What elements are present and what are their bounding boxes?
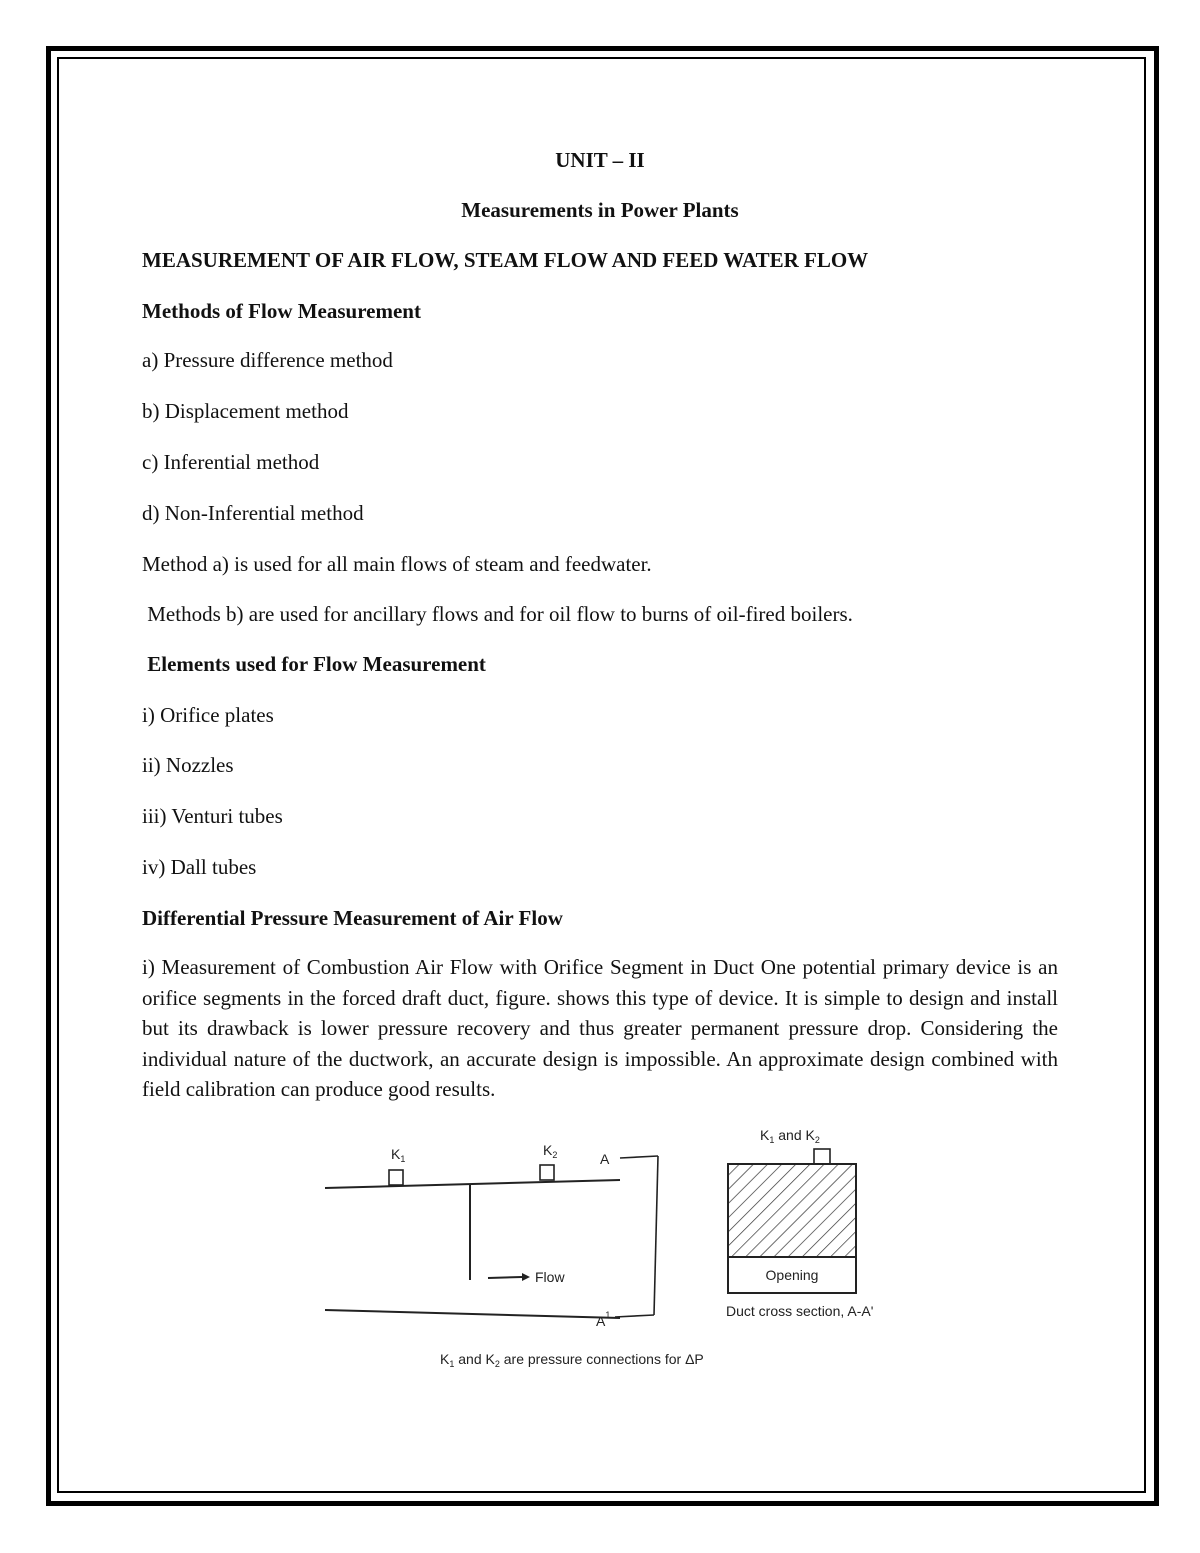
- orifice-segment-figure: [290, 1118, 930, 1388]
- element-item: iii) Venturi tubes: [142, 804, 283, 828]
- page-subtitle: Measurements in Power Plants: [461, 198, 739, 222]
- k2-tap: [540, 1165, 554, 1180]
- section-line-a: [620, 1156, 658, 1158]
- method-item: d) Non-Inferential method: [142, 501, 364, 525]
- flow-arrow-head: [522, 1273, 530, 1281]
- k1-k2-title: $K_1$ and $K_2$: [760, 1127, 820, 1145]
- k2-label: $K_2$: [543, 1142, 558, 1160]
- main-heading: MEASUREMENT OF AIR FLOW, STEAM FLOW AND FEED WATER FLOW: [142, 248, 869, 272]
- flow-arrow: [488, 1277, 522, 1278]
- duct-top-wall: [325, 1180, 620, 1188]
- opening-label: Opening: [765, 1267, 819, 1283]
- figure-caption: $K_1$ and $K_2$ are pressure connections for ΔP: [440, 1351, 704, 1369]
- method-note: Method a) is used for all main flows of steam and feedwater.: [142, 552, 652, 576]
- element-item: i) Orifice plates: [142, 703, 274, 727]
- flow-label: Flow: [535, 1269, 565, 1285]
- dp-paragraph: i) Measurement of Combustion Air Flow with Orifice Segment in Duct One potential primary device is an orifice segments in the forced draft duct, figure. shows this type of device. It is simple to design and install but its drawback is lower pressure recovery and thus greater permanent pressure drop. Considering the individual nature of the ductwork, an accurate design is impossible. An approximate design combined with field calibration can produce good results.: [142, 955, 1058, 1102]
- a-label: A: [600, 1151, 610, 1167]
- k1-tap: [389, 1170, 403, 1185]
- method-note: Methods b) are used for ancillary flows and for oil flow to burns of oil-fired boilers.: [142, 602, 853, 626]
- k1-k2-tap: [814, 1149, 830, 1164]
- unit-title: UNIT – II: [555, 148, 645, 172]
- duct-diagram: [290, 1118, 930, 1388]
- section-line: [654, 1156, 658, 1315]
- section-line-a1: [615, 1315, 654, 1317]
- elements-heading: Elements used for Flow Measurement: [142, 652, 486, 676]
- cross-section-label: Duct cross section, A-A': [726, 1303, 874, 1319]
- a1-label: $A^1$: [596, 1310, 611, 1329]
- hatched-segment: [728, 1164, 856, 1257]
- method-item: b) Displacement method: [142, 399, 349, 423]
- duct-bottom-wall: [325, 1310, 620, 1318]
- methods-heading: Methods of Flow Measurement: [142, 299, 421, 323]
- method-item: c) Inferential method: [142, 450, 320, 474]
- method-item: a) Pressure difference method: [142, 348, 393, 372]
- k1-label: $K_1$: [391, 1146, 406, 1164]
- element-item: ii) Nozzles: [142, 753, 234, 777]
- element-item: iv) Dall tubes: [142, 855, 257, 879]
- dp-heading: Differential Pressure Measurement of Air Flow: [142, 906, 563, 930]
